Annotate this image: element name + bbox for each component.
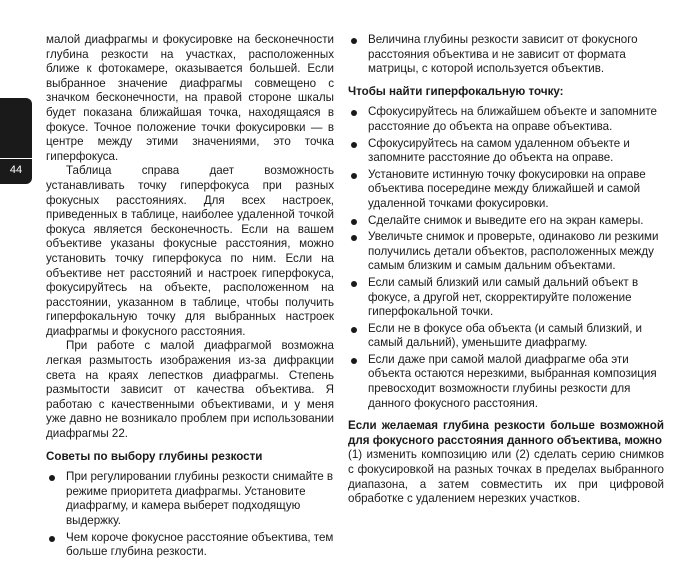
section-heading: Советы по выбору глубины резкости	[46, 449, 263, 463]
list-item-text: Сфокусируйтесь на самом удаленном объекте и запомните расстояние до объекта на оправе.	[368, 136, 630, 165]
bullet-icon	[351, 281, 357, 287]
continued-tips-list	[348, 33, 664, 77]
list-item	[46, 470, 334, 528]
list-item-text: Если самый близкий или самый дальний объект в фокусе, а другой нет, скорректируйте положение гиперфокальной точки.	[368, 275, 639, 319]
tips-list	[46, 470, 334, 560]
hyperfocal-steps-list	[348, 105, 664, 411]
bullet-icon	[351, 110, 357, 116]
list-item	[348, 214, 664, 229]
bullet-icon	[351, 173, 357, 179]
list-item-text: Чем короче фокусное расстояние объектива, тем больше глубина резкости.	[66, 530, 334, 559]
list-item	[348, 168, 664, 212]
list-item	[348, 33, 664, 77]
bullet-icon	[351, 219, 357, 225]
list-item-text: При регулировании глубины резкости снимайте в режиме приоритета диафрагмы. Установите диафрагму, и камера выберет подходящую выдержку.	[66, 470, 334, 527]
list-item	[348, 322, 664, 351]
list-item-text: Увеличьте снимок и проверьте, одинаково ли резкими получились детали объектов, расположенных между самым близким и самым дальним объектами.	[368, 230, 659, 273]
list-item	[348, 276, 664, 320]
section-heading: Чтобы найти гиперфокальную точку:	[348, 84, 564, 98]
bullet-icon	[351, 38, 357, 44]
list-item-text: Сделайте снимок и выведите его на экран камеры.	[368, 213, 644, 227]
list-item	[46, 531, 334, 560]
list-item-text: Сфокусируйтесь на ближайшем объекте и запомните расстояние до объекта на оправе объектива.	[368, 105, 657, 133]
body-paragraph: При работе с малой диафрагмой возможна легкая размытость изображения из-за дифракции света на краях лепестков диафрагмы. Степень размытости зависит от качества объектива. Я работаю с качественными объективами, и у меня уже давно не возникало проблем при использовании диафрагмы 22.	[46, 339, 334, 441]
page-number: 44	[9, 164, 23, 176]
list-item-text: Величина глубины резкости зависит от фокусного расстояния объектива и не зависит от формата матрицы, с которой используется объектив.	[368, 33, 638, 76]
bullet-icon	[49, 475, 55, 481]
list-item	[348, 353, 664, 411]
body-paragraph: малой диафрагмы и фокусировке на бесконечности глубина резкости на участках, расположенных ближе к фотокамере, оказывается большей. Если выбранное значение диафрагмы совмещено с значком бесконечности, на правой стороне шкалы будет показана ближайшая точка, находящаяся в фокусе. Точное положение точки фокусировки — в центре между этими значениями, это точка гиперфокуса.	[46, 33, 334, 163]
bullet-icon	[351, 327, 357, 333]
closing-bold-text: Если желаемая глубина резкости больше возможной для фокусного расстояния данного объектива, можно	[348, 419, 664, 447]
body-paragraph: Таблица справа дает возможность устанавливать точку гиперфокуса при разных фокусных расстояниях. Для всех настроек, приведенных в таблице, наиболее удаленной точкой фокуса является бесконечность. Если на вашем объективе указаны фокусные расстояния, можно установить точку гиперфокуса по ним. Если на объективе нет расстояний и настроек гиперфокуса, фокусируйтесь на объекте, расположенном на расстоянии, указанном в таблице, чтобы получить гиперфокальную точку для выбранных настроек диафрагмы и фокусного расстояния.	[46, 164, 334, 338]
closing-text: (1) изменить композицию или (2) сделать серию снимков с фокусировкой на разных точках в пределах выбранного диапазона, а затем совместить их при цифровой обработке с удалением нерезких участков.	[348, 448, 664, 506]
list-item	[348, 105, 664, 134]
list-item-text: Если не в фокусе оба объекта (и самый близкий, и самый дальний), уменьшите диафрагму.	[368, 321, 642, 350]
list-item	[348, 230, 664, 274]
left-column	[46, 33, 334, 562]
list-item-text: Если даже при самой малой диафрагме оба эти объекта остаются нерезкими, выбранная композиция превосходит возможности глубины резкости для данного фокусного расстояния.	[368, 352, 657, 410]
page-tab-divider	[0, 158, 32, 159]
list-item-text: Установите истинную точку фокусировки на оправе объектива посередине между ближайшей и самой удаленной точками фокусировки.	[368, 167, 646, 210]
bullet-icon	[351, 142, 357, 148]
bullet-icon	[351, 235, 357, 241]
bullet-icon	[49, 536, 55, 542]
list-item	[348, 137, 664, 166]
bullet-icon	[351, 358, 357, 364]
right-column	[348, 33, 664, 507]
